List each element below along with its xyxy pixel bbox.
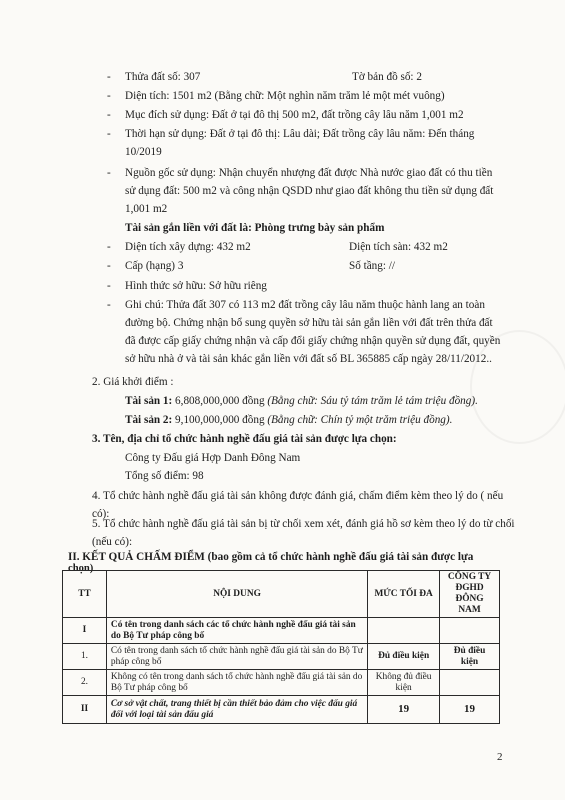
bullet: - — [107, 71, 111, 83]
origin-line2: sử dụng đất: 500 m2 và công nhận QSDD như giao đất không thu tiền sử dụng đất — [125, 185, 494, 197]
use-term-line2: 10/2019 — [125, 146, 162, 158]
construction-area: Diện tích xây dựng: 432 m2 — [125, 241, 251, 253]
row-value: Đủ điều kiện — [440, 644, 500, 670]
scoring-table — [62, 570, 500, 724]
table-header-row — [63, 571, 500, 618]
row-tt: I — [63, 618, 107, 644]
bullet: - — [107, 90, 111, 102]
table-row — [63, 696, 500, 724]
row-content: Có tên trong danh sách tổ chức hành nghề đấu giá tài sản do Bộ Tư pháp công bố — [106, 644, 367, 670]
land-use-purpose: Mục đích sử dụng: Đất ở tại đô thị 500 m2, đất trồng cây lâu năm 1,001 m2 — [125, 109, 464, 121]
bullet: - — [107, 260, 111, 272]
parcel-number: Thửa đất số: 307 — [125, 71, 201, 83]
origin-line1: Nguồn gốc sử dụng: Nhận chuyển nhượng đất được Nhà nước giao đất có thu tiền — [125, 167, 493, 179]
building-grade: Cấp (hạng) 3 — [125, 260, 184, 272]
row-value — [440, 670, 500, 696]
row-tt: II — [63, 696, 107, 724]
header-max: MỨC TỐI ĐA — [368, 571, 440, 618]
row-max: 19 — [368, 696, 440, 724]
header-company: CÔNG TY ĐGHD ĐÔNG NAM — [440, 571, 500, 618]
row-max: Không đủ điều kiện — [368, 670, 440, 696]
bullet: - — [107, 109, 111, 121]
header-content: NỘI DUNG — [106, 571, 367, 618]
row-tt: 2. — [63, 670, 107, 696]
floor-count: Số tầng: // — [349, 260, 395, 272]
note-line3: đã được cấp giấy chứng nhận và cấp đổi giấy chứng nhận quyền sử dụng đất, quyền — [125, 335, 501, 347]
total-score: Tổng số điểm: 98 — [125, 470, 204, 482]
table-row — [63, 670, 500, 696]
asset-heading: Tài sản gắn liền với đất là: Phòng trưng bày sản phẩm — [125, 222, 385, 234]
row-content: Không có tên trong danh sách tổ chức hành nghề đấu giá tài sản do Bộ Tư pháp công bố — [106, 670, 367, 696]
note-line4: sở hữu nhà ở và tài sản khác gắn liền với đất số BL 365885 cấp ngày 28/11/2012.. — [125, 353, 492, 365]
row-tt: 1. — [63, 644, 107, 670]
scoring-results-heading-line1: II. KẾT QUẢ CHẤM ĐIỂM (bao gồm cả tổ chức hành nghề đấu giá tài sản được lựa — [68, 551, 474, 563]
bullet: - — [107, 241, 111, 253]
header-tt: TT — [63, 571, 107, 618]
section4-line1: 4. Tổ chức hành nghề đấu giá tài sản không được đánh giá, chấm điểm kèm theo lý do ( nếu — [92, 490, 504, 502]
row-max — [368, 618, 440, 644]
map-sheet-number: Tờ bản đồ số: 2 — [352, 71, 422, 83]
page-number: 2 — [497, 751, 503, 763]
scoring-results-heading-line2: chọn) — [68, 563, 94, 574]
floor-area: Diện tích sàn: 432 m2 — [349, 241, 448, 253]
note-line2: đường bộ. Chứng nhận bổ sung quyền sở hữu tài sản gắn liền với đất trên thửa đất — [125, 317, 493, 329]
section5-line1: 5. Tổ chức hành nghề đấu giá tài sản bị từ chối xem xét, đánh giá hồ sơ kèm theo lý do từ chối — [92, 518, 515, 530]
bullet: - — [107, 280, 111, 292]
company-name: Công ty Đấu giá Hợp Danh Đông Nam — [125, 452, 301, 464]
table-row — [63, 644, 500, 670]
bullet: - — [107, 128, 111, 140]
row-content: Có tên trong danh sách các tổ chức hành nghề đấu giá tài sản do Bộ Tư pháp công bố — [106, 618, 367, 644]
origin-line3: 1,001 m2 — [125, 203, 168, 215]
asset1-price: Tài sản 1: 6,808,000,000 đồng (Bằng chữ: Sáu tỷ tám trăm lẻ tám triệu đồng). — [125, 395, 478, 407]
row-max: Đủ điều kiện — [368, 644, 440, 670]
selected-org-heading: 3. Tên, địa chỉ tổ chức hành nghề đấu giá tài sản được lựa chọn: — [92, 433, 397, 445]
land-area: Diện tích: 1501 m2 (Bằng chữ: Một nghìn năm trăm lẻ một mét vuông) — [125, 90, 445, 102]
ownership-form: Hình thức sở hữu: Sở hữu riêng — [125, 280, 267, 292]
bullet: - — [107, 167, 111, 179]
starting-price-heading: 2. Giá khởi điểm : — [92, 376, 174, 388]
row-content: Cơ sở vật chất, trang thiết bị cần thiết bảo đảm cho việc đấu giá đối với loại tài sản đấu giá — [106, 696, 367, 724]
use-term-line1: Thời hạn sử dụng: Đất ở tại đô thị: Lâu dài; Đất trồng cây lâu năm: Đến tháng — [125, 128, 475, 140]
section5-line2: (nếu có): — [92, 536, 133, 548]
bullet: - — [107, 299, 111, 311]
asset2-price: Tài sản 2: 9,100,000,000 đồng (Bằng chữ: Chín tỷ một trăm triệu đồng). — [125, 414, 453, 426]
note-line1: Ghi chú: Thửa đất 307 có 113 m2 đất trồng cây lâu năm thuộc hành lang an toàn — [125, 299, 485, 311]
section4-line2: có): — [92, 508, 110, 520]
row-value: 19 — [440, 696, 500, 724]
row-value — [440, 618, 500, 644]
table-row — [63, 618, 500, 644]
